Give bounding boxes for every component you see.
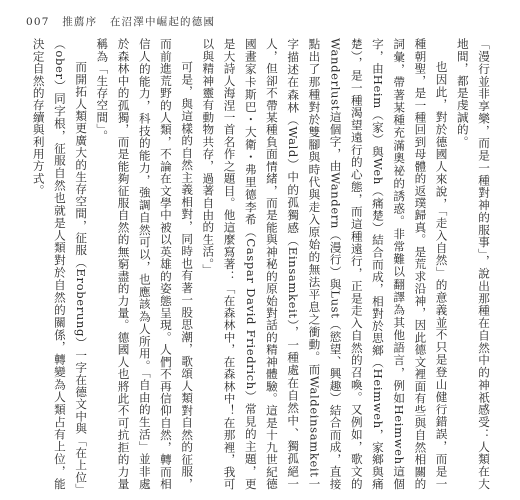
paragraph-3: 可是，與這樣的自然主義相對，同時也有著一股思潮，歌頌人類對自然的征服，而前進荒野的人類，不論在文學中被以英雄的姿態呈現。人們不再信仰自然，轉而相信人的能力，科技的能力，強調自然可以，也應該為人所用。「自由的生活」並非處於森林中的孤獨，而是能夠征服自然的無窮盡的力量。德國人也將此不可抗拒的力量稱為「生存空間」。 [95, 38, 195, 490]
page-number: 007 [26, 16, 50, 28]
paragraph-2: 也因此，對於德國人來說，「走入自然」的意義並不只是登山健行錯誤，而是一種朝聖，是一種回到母體的返璞歸真。是荒求沿神，因此德文裡面有些與自然相關的詞彙，帶著某種充滿奧祕的誘惑。非常難以翻譯為其他語言，例如Heimweh這個字，由Heim（家）與Weh（痛楚）結合而成，相對於思鄉（Heimweh，家鄉與痛楚），是一種渴望遠行的心態，而這種遠行，正是走入自然的召喚。又例如，歌文的Wanderlust這個字，由Wandern（漫行）與Lust（慾望、興趣）結合而成，直接點出了那種對於雙腳與時代與走入原始的無法平息之衝動。而Waldeinsamkeit一字描述在森林（Wald）中的孤獨感（Einsamkeit），一種處在自然中、獨孤絕一人，但卻不帶某種負面情緒，而是能與神秘的原始對話的精神體驗。這是十九世紀德國畫家卡斯巴・大衛・弗里德李希（Caspar David Friedrich）常見的主題，更是大詩人海涅一首名作之題目。他這麼寫著：「在森林中，在森林中！在那裡，我可以與精神靈有動物共存，過著自由的生活。」 [201, 38, 449, 490]
section-label: 推薦序 [62, 16, 98, 28]
paragraph-1: 「漫行並非享樂，而是一種對神的服事」，說出那種在自然中的神祇感受：人類在大地間，都是虔誠的。 [455, 38, 491, 490]
chapter-title: 在沼澤中崛起的德國 [109, 16, 216, 28]
paragraph-4: 而開拓人類更廣大的生存空間，征服（Eroberung）一字在德文中與「在上位」（ober）同字根，征服自然也就是人類對於自然的關係，轉變為人類占有上位，能決定自然的存續與利用方式。 [31, 38, 89, 490]
body-text-area [28, 38, 494, 490]
vertical-body-text [28, 38, 494, 490]
running-header [26, 14, 223, 29]
